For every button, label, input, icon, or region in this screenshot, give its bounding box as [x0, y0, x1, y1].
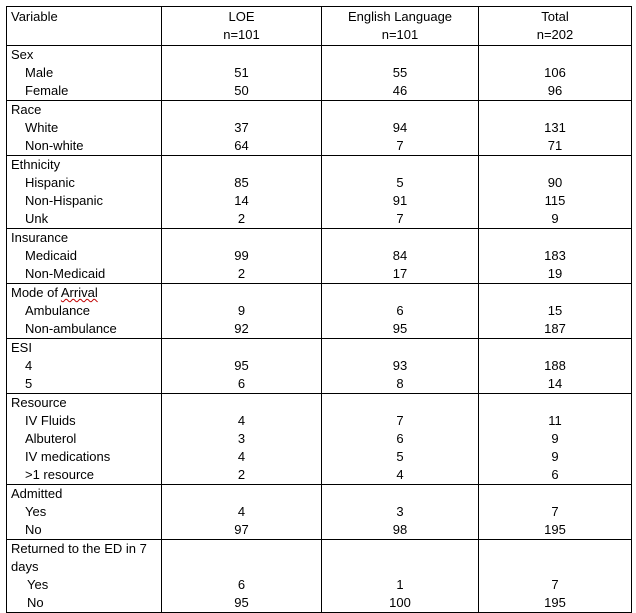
- english-cell: 93 8: [322, 339, 479, 394]
- group-label: Sex Male Female: [7, 46, 162, 101]
- english-cell: 5 91 7: [322, 156, 479, 229]
- total-cell: 15 187: [479, 284, 632, 339]
- group-label: ESI 4 5: [7, 339, 162, 394]
- table-header-row: [7, 7, 632, 46]
- english-cell: 3 98: [322, 485, 479, 540]
- total-cell: 7 195: [479, 485, 632, 540]
- loe-cell: 4 3 4 2: [162, 394, 322, 485]
- table-row: [7, 229, 632, 284]
- loe-cell: 51 50: [162, 46, 322, 101]
- header-total: Total n=202: [479, 7, 632, 46]
- table-row: [7, 46, 632, 101]
- group-label: Admitted Yes No: [7, 485, 162, 540]
- loe-cell: 85 14 2: [162, 156, 322, 229]
- total-cell: 11 9 9 6: [479, 394, 632, 485]
- group-label: Ethnicity Hispanic Non-Hispanic Unk: [7, 156, 162, 229]
- total-cell: 183 19: [479, 229, 632, 284]
- total-cell: 188 14: [479, 339, 632, 394]
- table-row: [7, 156, 632, 229]
- english-cell: 94 7: [322, 101, 479, 156]
- table-row: [7, 540, 632, 613]
- demographics-table: [6, 6, 632, 613]
- english-cell: 84 17: [322, 229, 479, 284]
- table-row: [7, 284, 632, 339]
- group-label: Returned to the ED in 7 days Yes No: [7, 540, 162, 613]
- english-cell: 6 95: [322, 284, 479, 339]
- group-label: Insurance Medicaid Non-Medicaid: [7, 229, 162, 284]
- english-cell: 7 6 5 4: [322, 394, 479, 485]
- loe-cell: 4 97: [162, 485, 322, 540]
- total-cell: 106 96: [479, 46, 632, 101]
- group-label: Resource IV Fluids Albuterol IV medications >1 resource: [7, 394, 162, 485]
- group-label: Race White Non-white: [7, 101, 162, 156]
- spellcheck-underline: Arrival: [60, 285, 98, 300]
- loe-cell: 6 95: [162, 540, 322, 613]
- loe-cell: 37 64: [162, 101, 322, 156]
- total-cell: 131 71: [479, 101, 632, 156]
- header-variable: Variable: [7, 7, 162, 46]
- table-row: [7, 485, 632, 540]
- header-english: English Language n=101: [322, 7, 479, 46]
- total-cell: 7 195: [479, 540, 632, 613]
- table-row: [7, 394, 632, 485]
- english-cell: 1 100: [322, 540, 479, 613]
- english-cell: 55 46: [322, 46, 479, 101]
- total-cell: 90 115 9: [479, 156, 632, 229]
- table-row: [7, 101, 632, 156]
- loe-cell: 95 6: [162, 339, 322, 394]
- loe-cell: 99 2: [162, 229, 322, 284]
- group-label: Mode of Arrival Ambulance Non-ambulance: [7, 284, 162, 339]
- loe-cell: 9 92: [162, 284, 322, 339]
- table-row: [7, 339, 632, 394]
- header-loe: LOE n=101: [162, 7, 322, 46]
